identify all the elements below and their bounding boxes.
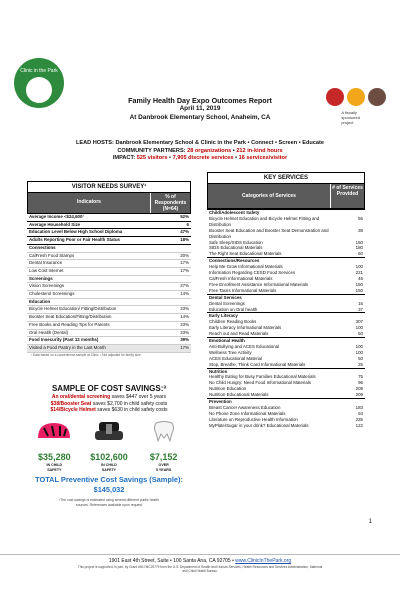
key-service-row [207, 307, 365, 313]
services-count: 7,905 discrete services [172, 155, 234, 162]
amount-booster-label-1: IN CHILD [101, 463, 117, 467]
key-service-label: Child/Adolescent Safety [209, 210, 260, 215]
cost-amounts [27, 452, 191, 472]
survey-label: Dental Insurance [29, 260, 63, 266]
amount-booster-label-2: SAFETY [101, 467, 117, 472]
amount-dental-value: $7,152 [149, 452, 178, 462]
report-location: At Danbrook Elementary School, Anaheim, CA [129, 113, 271, 121]
lead-hosts: LEAD HOSTS: Danbrook Elementary School & Clinic in the Park • Connect • Screen • Educate [75, 140, 324, 146]
survey-value: 23% [180, 329, 189, 335]
survey-row [27, 306, 191, 314]
key-service-value: 180 [355, 245, 363, 251]
amount-helmet [30, 452, 78, 472]
survey-row [27, 330, 191, 338]
key-col-count: # of Services Provided [330, 184, 364, 208]
fiscal-line-2: sponsored [341, 115, 360, 120]
survey-rows [27, 214, 191, 353]
key-service-label: Early Literacy Informational Materials [209, 325, 282, 331]
survey-value: 23% [180, 306, 189, 312]
survey-row [27, 214, 191, 222]
key-service-value: 25 [358, 361, 363, 367]
key-service-row [207, 337, 365, 344]
tooth-icon [144, 420, 184, 442]
amount-dental [140, 452, 188, 472]
services-per-visitor: 16 services/visitor [238, 155, 288, 162]
key-service-label: Dental Screenings [209, 300, 245, 306]
survey-row [27, 237, 191, 245]
key-service-label: Emotional Health [209, 338, 245, 344]
survey-label: CalFresh Food Stamps [29, 252, 75, 258]
report-header [0, 96, 400, 122]
survey-row [27, 276, 191, 284]
key-service-label: Wellness Tree Activity [209, 349, 252, 355]
survey-table-header [27, 193, 191, 214]
cost-note-line-1: ³The cost savings is estimated using several different public health [59, 498, 159, 502]
key-service-value: 100 [355, 325, 363, 331]
survey-note: ¹ Data based on a convenience sample at Clinic. ² Not adjusted for family size. [31, 352, 142, 357]
survey-row [27, 245, 191, 253]
key-service-row [207, 209, 365, 216]
survey-value: 17% [180, 267, 189, 273]
address-text: 1901 East 4th Street, Suite • 100 Santa Ana, CA 92705 • [108, 558, 236, 564]
key-service-value: 122 [355, 422, 363, 428]
amount-helmet-value: $35,280 [38, 452, 71, 462]
key-service-label: No Phone Zone Informational Materials [209, 410, 286, 416]
total-cost-savings: TOTAL Preventive Cost Savings (Sample): $145,032 [35, 475, 183, 494]
key-service-label: MyPlate/Sugar in your drink? Educational Materials [209, 422, 309, 428]
booster-seat-icon [89, 420, 129, 442]
survey-label: Cholesterol Screenings [29, 291, 75, 297]
survey-row [27, 337, 191, 345]
survey-label: Education [29, 298, 51, 304]
survey-label: Bicycle Helmet Education/ Fitting/Distribution [29, 306, 117, 312]
amount-dental-label-2: 5 YEARS [155, 467, 172, 472]
key-service-label: Connections/Resources [209, 258, 260, 264]
survey-col-indicators: Indicators [77, 199, 101, 205]
funding-line-1: This project is supported, in part, by Grant #H17MC29779 from the U.S. Department of Health and Human Services, Health Resources and Services Administration, Maternal [77, 565, 323, 569]
key-service-value: 209 [355, 392, 363, 398]
key-service-label: Free Enrollment Assistance Informational Materials [209, 281, 309, 287]
key-service-row [207, 288, 365, 294]
bicycle-helmet-icon [34, 420, 74, 442]
survey-label: Vision Screenings [29, 283, 65, 289]
survey-label: Visited a Food Pantry in the Last Month [29, 344, 106, 350]
key-service-row [207, 368, 365, 375]
key-service-value: 50 [358, 355, 363, 361]
key-service-label: Reach out and Read Materials [209, 331, 269, 337]
fiscal-line-3: project [341, 120, 354, 125]
key-service-value: 221 [355, 270, 363, 276]
key-service-value: 150 [355, 239, 363, 245]
key-service-value: 60 [358, 251, 363, 257]
report-title: Family Health Day Expo Outcomes Report [128, 96, 272, 105]
survey-label: Screenings [29, 275, 53, 281]
key-col-categories: Categories of Services [242, 193, 296, 199]
amount-helmet-label-1: IN CHILD [46, 463, 63, 467]
inkind-hours: 212 in-kind hours [236, 147, 283, 154]
key-services [207, 172, 365, 429]
website-link[interactable]: www.ClinicInThePark.org [235, 558, 292, 564]
key-service-label: Nutrition Educational Materials [209, 392, 269, 398]
survey-label: Booster Seat Education/Fitting/Distribution [29, 314, 112, 320]
key-service-value: 100 [355, 343, 363, 349]
survey-value: 14% [180, 291, 189, 297]
funding-line-2: and Child Health Bureau. [182, 569, 218, 573]
partners-separator: • [231, 147, 237, 154]
survey-value: 6 [186, 221, 189, 227]
key-service-row [207, 257, 365, 264]
key-service-value: 75 [358, 374, 363, 380]
survey-value: 47% [180, 229, 189, 235]
survey-value [151, 276, 191, 283]
survey-row [27, 222, 191, 230]
impact-label: IMPACT: [112, 155, 137, 162]
survey-row [27, 229, 191, 237]
survey-row [27, 260, 191, 268]
survey-value [151, 245, 191, 252]
key-service-label: Dental Services [209, 294, 242, 300]
cost-line-helmet-saving: saves $630 in child safety costs [95, 407, 168, 414]
survey-label: Connections [29, 244, 56, 250]
cost-line-booster-saving: saves $2,700 in child safety costs [91, 400, 168, 407]
survey-row [27, 299, 191, 307]
key-service-value: 37 [358, 306, 363, 312]
key-service-value: 45 [358, 275, 363, 281]
key-service-label: Nutrition Education [209, 386, 247, 392]
key-service-value: 209 [355, 386, 363, 392]
amount-helmet-label-2: SAFETY [47, 467, 62, 472]
amount-dental-label-1: OVER [158, 463, 169, 467]
logo-text: Clinic in the Park [20, 68, 58, 74]
key-service-label: Free Taxes Informational Materials [209, 287, 277, 293]
key-service-row [207, 216, 365, 228]
survey-value: 14% [180, 314, 189, 320]
survey-value: 39% [180, 337, 189, 343]
key-service-row [207, 362, 365, 368]
survey-value: 23% [180, 321, 189, 327]
key-service-label: Children Reading Books [209, 319, 257, 325]
key-service-row [207, 251, 365, 257]
visitors-count: 525 visitors [136, 155, 168, 162]
cost-line-helmet-item: $14/Bicycle Helmet [50, 407, 96, 414]
key-service-label: Bicycle Helmet Education and Bicycle Helmet Fitting and Distribution [209, 215, 320, 227]
cost-line-booster-item: $38/Booster Seat [50, 400, 92, 407]
key-service-row [207, 392, 365, 398]
survey-row [27, 283, 191, 291]
key-service-value: 96 [358, 380, 363, 386]
organizations-count: 28 organizations [187, 147, 232, 154]
key-service-value: 38 [358, 227, 363, 233]
key-service-label: ACES Educational Material [209, 355, 262, 361]
key-service-row [207, 331, 365, 337]
survey-value: 18% [180, 237, 189, 243]
key-service-label: Prevention [209, 399, 232, 405]
key-service-value: 100 [355, 349, 363, 355]
key-service-label: Education on Oral health [209, 306, 258, 312]
key-service-row [207, 398, 365, 405]
key-services-table-header [207, 184, 365, 209]
page-number: 1 [368, 519, 372, 525]
key-services-rows [207, 209, 365, 429]
key-service-value: 150 [355, 281, 363, 287]
survey-row [27, 314, 191, 322]
lead-summary [0, 140, 400, 163]
amount-booster-value: $102,600 [90, 452, 128, 462]
report-date: April 11, 2019 [179, 105, 221, 112]
key-service-label: SIDS Educational Materials [209, 245, 263, 251]
key-service-label: Safe Sleep/SIDS Education [209, 239, 263, 245]
survey-label: Education Level Below High School Diploma [29, 229, 123, 235]
cost-line-dental [27, 394, 191, 401]
key-service-label: Healthy Eating for Busy Families Educational Materials [209, 374, 316, 380]
key-service-row [207, 228, 365, 240]
survey-row [27, 268, 191, 276]
key-service-label: CalFresh Informational Materials [209, 275, 273, 281]
survey-label: Average Income <$24,600¹ [29, 214, 84, 219]
survey-row [27, 322, 191, 330]
key-service-label: No Child Hungry: Need Food Informational Materials [209, 380, 312, 386]
key-service-label: Stop, Breathe, Think Card Informational Materials [209, 361, 306, 367]
partners-label: COMMUNITY PARTNERS: [117, 147, 188, 154]
key-service-value: 56 [358, 215, 363, 221]
survey-label: Average Household Size [29, 221, 81, 227]
key-service-value: 16 [358, 300, 363, 306]
amount-booster [85, 452, 133, 472]
survey-label: Low Cost Internet [29, 267, 64, 273]
key-service-label: Nutrition [209, 368, 228, 374]
community-partners [0, 148, 400, 156]
key-service-value: 150 [355, 287, 363, 293]
fiscal-line-1: A fiscally [341, 110, 357, 115]
cost-line-booster [27, 401, 191, 408]
survey-row [27, 253, 191, 261]
survey-value: 27% [180, 283, 189, 289]
cost-line-dental-item: An oral/dental screening [51, 394, 111, 400]
key-service-label: Information Regarding CESD Food Services [209, 270, 296, 276]
key-service-value: 307 [355, 319, 363, 325]
survey-title: VISITOR NEEDS SURVEY¹ [27, 181, 191, 193]
survey-value: 17% [180, 260, 189, 266]
key-service-value: 50 [358, 331, 363, 337]
survey-col-percent: % of Respondents (N=64) [150, 193, 190, 213]
key-service-label: Early Literacy [209, 313, 238, 319]
survey-value: 52% [180, 214, 189, 219]
funding-statement [30, 565, 370, 573]
impact-line [0, 155, 400, 163]
key-service-label: Breast Cancer Awareness Education [209, 405, 281, 410]
visitor-needs-survey [27, 181, 191, 358]
key-service-label: Anti-Bullying and ACES Educational [209, 343, 280, 349]
key-service-value: 235 [355, 416, 363, 422]
cost-savings-note [27, 498, 191, 507]
key-service-label: The Right Seat Educational Materials [209, 251, 282, 257]
cost-line-helmet [27, 407, 191, 414]
survey-label: Free Books and Reading Tips for Parents [29, 321, 110, 327]
survey-value [151, 299, 191, 306]
cost-note-line-2: sources. References available upon request [75, 502, 143, 507]
survey-label: Adults Reporting Poor or Fair Health Status [29, 237, 120, 243]
key-service-label: Literature on Reproductive Health Information [209, 416, 298, 422]
survey-value: 20% [180, 252, 189, 258]
key-service-value: 100 [355, 264, 363, 270]
survey-row [27, 291, 191, 299]
key-service-row [207, 294, 365, 301]
key-service-row [207, 423, 365, 429]
survey-value: 17% [180, 344, 189, 350]
key-service-value: 94 [358, 410, 363, 416]
survey-row [27, 345, 191, 353]
cost-savings-title: SAMPLE OF COST SAVINGS:³ [51, 384, 167, 393]
key-service-row [207, 312, 365, 319]
cost-savings-section [27, 384, 191, 414]
key-services-title: KEY SERVICES [207, 172, 365, 184]
survey-label: Oral Health (Dental) [29, 329, 69, 335]
key-service-label: Help Me Grow Informational Materials [209, 264, 283, 270]
cost-line-dental-saving: saves $447 over 5 years [110, 394, 167, 400]
impact-separator-1: • [167, 155, 173, 162]
key-service-label: Booster Seat Education and Booster Seat Demonstration and Distribution [209, 227, 329, 239]
key-service-value: 183 [355, 405, 363, 410]
footer-address [0, 554, 400, 564]
survey-label: Food Insecurity (Past 12 months) [29, 337, 99, 343]
cost-icons [27, 420, 191, 442]
impact-separator-2: • [233, 155, 239, 162]
